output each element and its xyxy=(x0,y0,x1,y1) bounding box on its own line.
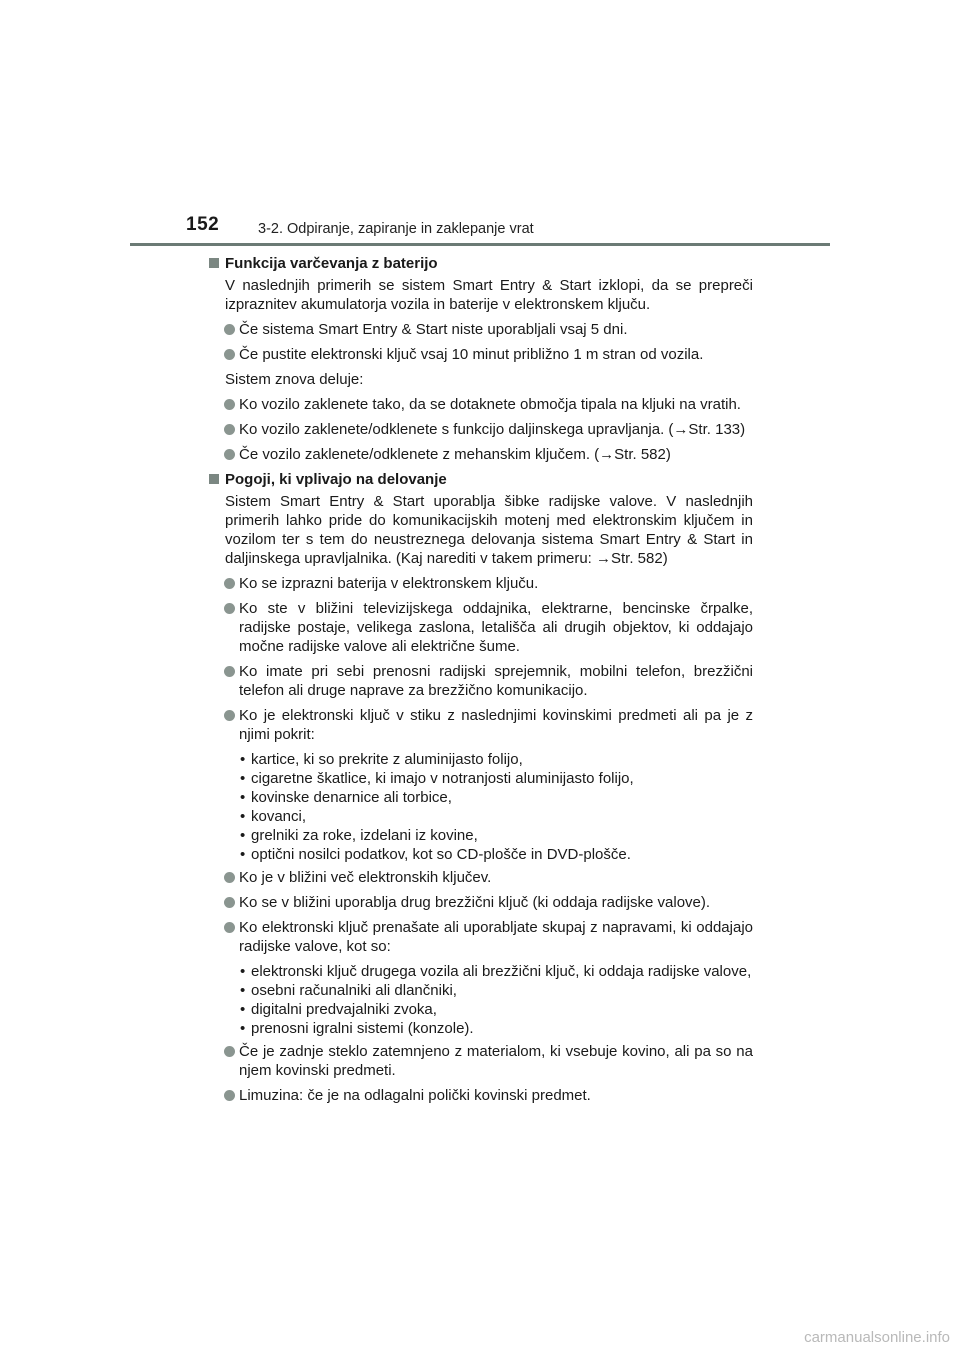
sub-list-item-text: prenosni igralni sistemi (konzole). xyxy=(251,1020,474,1037)
round-bullet-icon xyxy=(224,872,235,883)
list-item xyxy=(209,893,753,912)
device-items-list xyxy=(209,962,753,1038)
paragraph: Sistem Smart Entry & Start uporablja šibke radijske valove. V naslednjih primerih lahko pride do komunikacijskih motenj med elektronskim ključem in vozilom ter s tem do neustreznega delovanja sistema Smart Entry & Start in daljinskega upravljalnika. (Kaj narediti v takem primeru: →Str. 582) xyxy=(225,493,753,567)
list-item xyxy=(209,706,753,744)
round-bullet-icon xyxy=(224,897,235,908)
small-bullet-icon: • xyxy=(240,770,246,787)
section-heading xyxy=(209,470,753,489)
round-bullet-icon xyxy=(224,1046,235,1057)
section-heading xyxy=(209,254,753,273)
sub-list-item-text: osebni računalniki ali dlančniki, xyxy=(251,982,457,999)
list-item-text: Če pustite elektronski ključ vsaj 10 minut približno 1 m stran od vozila. xyxy=(239,346,704,363)
sub-list-item xyxy=(239,962,753,981)
section-heading-text: Funkcija varčevanja z baterijo xyxy=(225,255,438,272)
small-bullet-icon: • xyxy=(240,827,246,844)
round-bullet-icon xyxy=(224,449,235,460)
round-bullet-icon xyxy=(224,1090,235,1101)
list-item-text: Če vozilo zaklenete/odklenete z mehanskim ključem. (→Str. 582) xyxy=(239,446,671,463)
sub-list-item xyxy=(239,788,753,807)
paragraph: Sistem znova deluje: xyxy=(225,371,364,388)
chapter-title: 3-2. Odpiranje, zapiranje in zaklepanje vrat xyxy=(258,221,534,237)
list-item xyxy=(209,1042,753,1080)
small-bullet-icon: • xyxy=(240,789,246,806)
list-item-text: Ko je elektronski ključ v stiku z naslednjimi kovinskimi predmeti ali pa je z njimi pokrit: xyxy=(239,707,753,743)
list-item xyxy=(209,599,753,656)
sub-list-item xyxy=(239,981,753,1000)
header-rule xyxy=(130,243,830,246)
list-item-text: Ko se izprazni baterija v elektronskem ključu. xyxy=(239,575,539,592)
list-item-text: Ko ste v bližini televizijskega oddajnika, elektrarne, bencinske črpalke, radijske postaje, velikega zaslona, letališča ali drugih objektov, ki oddajajo močne radijske valove ali električne šume. xyxy=(239,600,753,655)
list-item xyxy=(209,574,753,593)
round-bullet-icon xyxy=(224,349,235,360)
round-bullet-icon xyxy=(224,578,235,589)
list-item-text: Če je zadnje steklo zatemnjeno z materialom, ki vsebuje kovino, ali pa so na njem kovinski predmeti. xyxy=(239,1043,753,1079)
list-item xyxy=(209,868,753,887)
sub-list-item xyxy=(239,1000,753,1019)
list-item-text: Ko imate pri sebi prenosni radijski sprejemnik, mobilni telefon, brezžični telefon ali druge naprave za brezžično komunikacijo. xyxy=(239,663,753,699)
sub-list-item xyxy=(239,769,753,788)
sub-list-item xyxy=(239,826,753,845)
list-item xyxy=(209,395,753,414)
sub-list-item-text: cigaretne škatlice, ki imajo v notranjosti aluminijasto folijo, xyxy=(251,770,634,787)
list-item-text: Limuzina: če je na odlagalni polički kovinski predmet. xyxy=(239,1087,591,1104)
list-item xyxy=(209,320,753,339)
list-item xyxy=(209,1086,753,1105)
round-bullet-icon xyxy=(224,710,235,721)
small-bullet-icon: • xyxy=(240,808,246,825)
page-content xyxy=(209,254,753,1111)
round-bullet-icon xyxy=(224,666,235,677)
small-bullet-icon: • xyxy=(240,846,246,863)
small-bullet-icon: • xyxy=(240,982,246,999)
watermark: carmanualsonline.info xyxy=(804,1329,950,1346)
page-number: 152 xyxy=(186,214,220,235)
sub-list-item-text: digitalni predvajalniki zvoka, xyxy=(251,1001,437,1018)
paragraph: V naslednjih primerih se sistem Smart Entry & Start izklopi, da se prepreči izpraznitev akumulatorja vozila in baterije v elektronskem ključu. xyxy=(225,277,753,313)
metal-items-list xyxy=(209,750,753,864)
round-bullet-icon xyxy=(224,424,235,435)
sub-list-item-text: optični nosilci podatkov, kot so CD-plošče in DVD-plošče. xyxy=(251,846,631,863)
round-bullet-icon xyxy=(224,399,235,410)
square-bullet-icon xyxy=(209,258,219,268)
sub-list-item xyxy=(239,1019,753,1038)
list-item xyxy=(209,445,753,464)
round-bullet-icon xyxy=(224,922,235,933)
round-bullet-icon xyxy=(224,603,235,614)
section-heading-text: Pogoji, ki vplivajo na delovanje xyxy=(225,471,447,488)
sub-list-item xyxy=(239,750,753,769)
sub-list-item-text: kovinske denarnice ali torbice, xyxy=(251,789,452,806)
small-bullet-icon: • xyxy=(240,1020,246,1037)
small-bullet-icon: • xyxy=(240,1001,246,1018)
list-item-text: Ko vozilo zaklenete tako, da se dotaknete območja tipala na kljuki na vratih. xyxy=(239,396,741,413)
sub-list-item xyxy=(239,845,753,864)
sub-list-item-text: elektronski ključ drugega vozila ali brezžični ključ, ki oddaja radijske valove, xyxy=(251,963,752,980)
sub-list-item-text: kartice, ki so prekrite z aluminijasto folijo, xyxy=(251,751,523,768)
list-item xyxy=(209,662,753,700)
sub-list-item xyxy=(239,807,753,826)
small-bullet-icon: • xyxy=(240,963,246,980)
list-item-text: Ko se v bližini uporablja drug brezžični ključ (ki oddaja radijske valove). xyxy=(239,894,711,911)
list-item xyxy=(209,918,753,956)
list-item-text: Ko elektronski ključ prenašate ali uporabljate skupaj z napravami, ki oddajajo radijske valove, kot so: xyxy=(239,919,753,955)
small-bullet-icon: • xyxy=(240,751,246,768)
list-item-text: Če sistema Smart Entry & Start niste uporabljali vsaj 5 dni. xyxy=(239,321,628,338)
sub-list-item-text: kovanci, xyxy=(251,808,307,825)
square-bullet-icon xyxy=(209,474,219,484)
round-bullet-icon xyxy=(224,324,235,335)
sub-list-item-text: grelniki za roke, izdelani iz kovine, xyxy=(251,827,478,844)
list-item xyxy=(209,420,753,439)
list-item-text: Ko vozilo zaklenete/odklenete s funkcijo daljinskega upravljanja. (→Str. 133) xyxy=(239,421,746,438)
list-item xyxy=(209,345,753,364)
list-item-text: Ko je v bližini več elektronskih ključev. xyxy=(239,869,492,886)
